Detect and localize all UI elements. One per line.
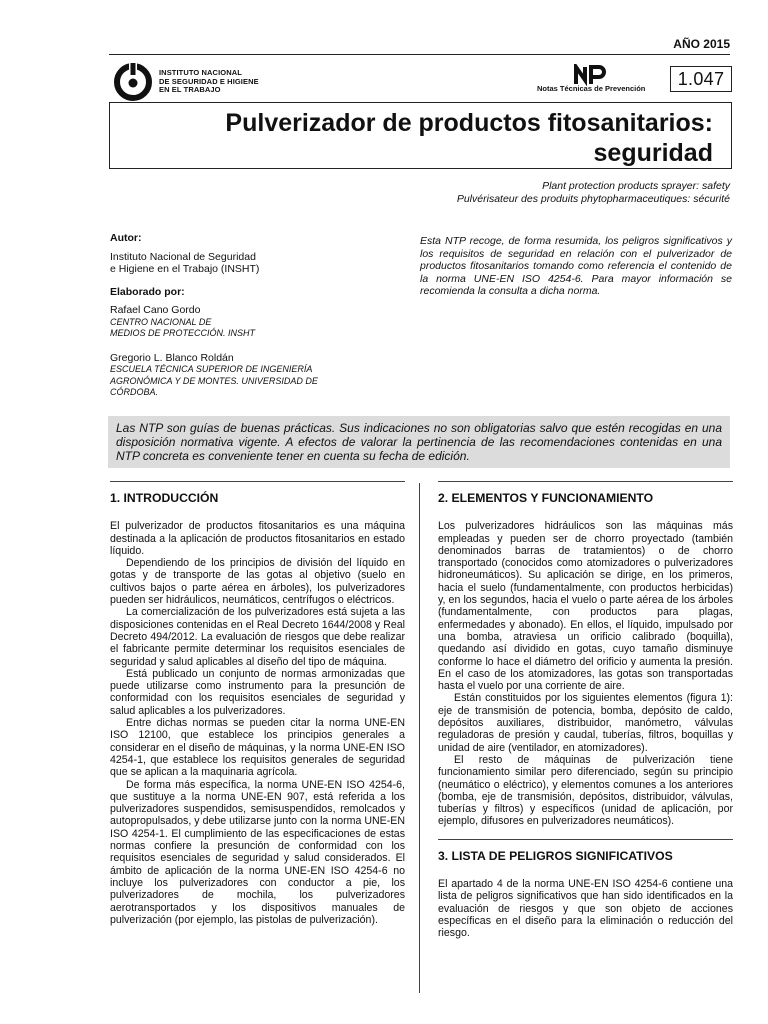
insht-logo-icon (113, 62, 153, 102)
author-name-1: Rafael Cano Gordo (110, 304, 201, 316)
section-1-paragraph: Entre dichas normas se pueden citar la norma UNE-EN ISO 12100, que establece los principios generales a considerar en el diseño de máquinas, y la norma UNE-EN ISO 4254-1, que establece los requisitos generales de seguridad que se aplican a la maquinaria agrícola. (110, 717, 405, 779)
ntp-label: Notas Técnicas de Prevención (537, 84, 646, 93)
autor-line-1: Instituto Nacional de Seguridad (110, 250, 256, 263)
autor-label: Autor: (110, 232, 142, 244)
author-2-affiliation-2: AGRONÓMICA Y DE MONTES. UNIVERSIDAD DE (110, 375, 318, 386)
author-2-affiliation-1: ESCUELA TÉCNICA SUPERIOR DE INGENIERÍA (110, 364, 313, 374)
title-line-2: seguridad (593, 139, 713, 167)
left-column (110, 490, 405, 926)
autor-line-2: e Higiene en el Trabajo (INSHT) (110, 263, 260, 275)
section-3-heading: 3. LISTA DE PELIGROS SIGNIFICATIVOS (438, 848, 733, 862)
ntp-logo-icon (574, 64, 608, 86)
institute-line-1: INSTITUTO NACIONAL (159, 68, 242, 78)
institute-line-3: EN EL TRABAJO (159, 85, 221, 95)
section-1-paragraph: El pulverizador de productos fitosanitarios es una máquina destinada a la aplicación de productos fitosanitarios en estado líquido. (110, 520, 405, 557)
section-2-heading: 2. ELEMENTOS Y FUNCIONAMIENTO (438, 490, 733, 504)
elaborado-label: Elaborado por: (110, 285, 185, 298)
ntp-brand (537, 64, 657, 96)
page-title (225, 108, 713, 168)
section-1-paragraph: Dependiendo de los principios de división del líquido en gotas y de transporte de las gotas al objetivo (suelo en cultivos bajos o parte aérea en árboles), los pulverizadores pueden ser hidráulicos, neumáticos, centrífugos o eléctricos. (110, 557, 405, 607)
section-1-paragraph: De forma más específica, la norma UNE-EN ISO 4254-6, que sustituye a la norma UNE-EN 907, está referida a los pulverizadores suspendidos, semisuspendidos, remolcados y autopropulsados, y debe utilizarse junto con la norma UNE-EN ISO 4254-1. El cumplimiento de las especificaciones de estas normas confiere la presunción de conformidad con los requisitos esenciales de seguridad y salud considerados. El ámbito de aplicación de la norma UNE-EN ISO 4254-6 no incluye los pulverizadores con conductor a pie, los pulverizadores de mochila, los pulverizadores aerotransportados y los dispositivos manuales de pulverización (por ejemplo, las pistolas de pulverización). (110, 778, 405, 926)
section-2-paragraph: Están constituidos por los siguientes elementos (figura 1): eje de transmisión de potencia, bomba, depósito de caldo, depósitos auxiliares, distribuidor, manómetro, válvulas reguladoras de presión y caudal, tuberías, filtros, boquillas y unidad de aire (ventilador, en atomizadores). (438, 692, 733, 754)
alt-titles (457, 180, 730, 205)
disclaimer-notice: Las NTP son guías de buenas prácticas. Sus indicaciones no son obligatorias salvo que estén recogidas en una disposición normativa vigente. A efectos de valorar la pertinencia de las recomendaciones contenidas en una NTP concreta es conveniente tener en cuenta su fecha de edición. (108, 416, 730, 468)
institute-logo (113, 62, 259, 102)
section-3-paragraph: El apartado 4 de la norma UNE-EN ISO 4254-6 contiene una lista de peligros significativos que han sido identificados en la evaluación de riesgos y que son objeto de acciones específicas en el diseño para la eliminación o reducción del riesgo. (438, 878, 733, 940)
author-1-affiliation-1: CENTRO NACIONAL DE (110, 316, 212, 327)
section-2-paragraph: Los pulverizadores hidráulicos son las máquinas más empleadas y pueden ser de chorro proyectado (también denominados barras de tratamientos) o de chorro transportado (conocidos como atomizadores o pulverizadores hidroneumáticos). Su aplicación se dirige, en los primeros, hacia el suelo (fundamentalmente, con productos herbicidas) y, en los segundos, hacia el vuelo o parte aérea de los árboles (fundamentalmente, con productos para plagas, enfermedades y abonado). En ellos, el líquido, impulsado por una bomba, atraviesa un orificio calibrado (boquilla), quedando así dividido en gotas, cuyo tamaño disminuye conforme lo hace el diámetro del orificio y aumenta la presión. En el caso de los atomizadores, las gotas son transportadas hasta el vuelo por una corriente de aire. (438, 520, 733, 693)
section-1-paragraph: Está publicado un conjunto de normas armonizadas que puede utilizarse como instrumento para la presunción de conformidad con los requisitos esenciales de seguridad y salud aplicables a los pulverizadores. (110, 667, 405, 717)
authors-block (110, 232, 370, 399)
alt-title-fr: Pulvérisateur des produits phytopharmaceutiques: sécurité (456, 192, 730, 205)
top-rule (109, 54, 730, 55)
year-label: AÑO 2015 (673, 37, 730, 51)
author-1-affiliation-2: MEDIOS DE PROTECCIÓN. INSHT (110, 328, 256, 338)
section-1-heading: 1. INTRODUCCIÓN (110, 490, 405, 504)
institute-line-2: DE SEGURIDAD E HIGIENE (159, 76, 259, 86)
title-line-1: Pulverizador de productos fitosanitarios: (225, 109, 713, 137)
ntp-number: 1.047 (670, 66, 732, 92)
title-box (109, 102, 732, 169)
section-2-paragraph: El resto de máquinas de pulverización tiene funcionamiento similar pero diferenciado, según su principio (neumático o eléctrico), y elementos comunes a los anteriores (bomba, eje de transmisión, depósitos, distribuidor, válvulas, tuberías y filtros) y específicos (unidad de aplicación, por ejemplo, difusores en pulverizadores neumáticos). (438, 753, 733, 828)
right-column (438, 490, 733, 940)
author-2-affiliation-3: CÓRDOBA. (110, 387, 159, 397)
institute-name (159, 69, 259, 94)
alt-title-en: Plant protection products sprayer: safety (542, 180, 730, 192)
abstract: Esta NTP recoge, de forma resumida, los peligros significativos y los requisitos de seguridad en relación con el pulverizador de productos fitosanitarios tomando como referencia el contenido de la norma UNE-EN ISO 4254-6. Para mayor información se recomienda la consulta a dicha norma. (420, 235, 732, 297)
column-divider (419, 483, 420, 993)
author-name-2: Gregorio L. Blanco Roldán (110, 351, 234, 364)
section-1-paragraph: La comercialización de los pulverizadores está sujeta a las disposiciones contenidas en el Real Decreto 1644/2008 y Real Decreto 494/2012. La evaluación de riesgos que debe realizar el fabricante permite determinar los requisitos esenciales de seguridad y salud aplicables al diseño del tipo de máquina. (110, 606, 405, 668)
